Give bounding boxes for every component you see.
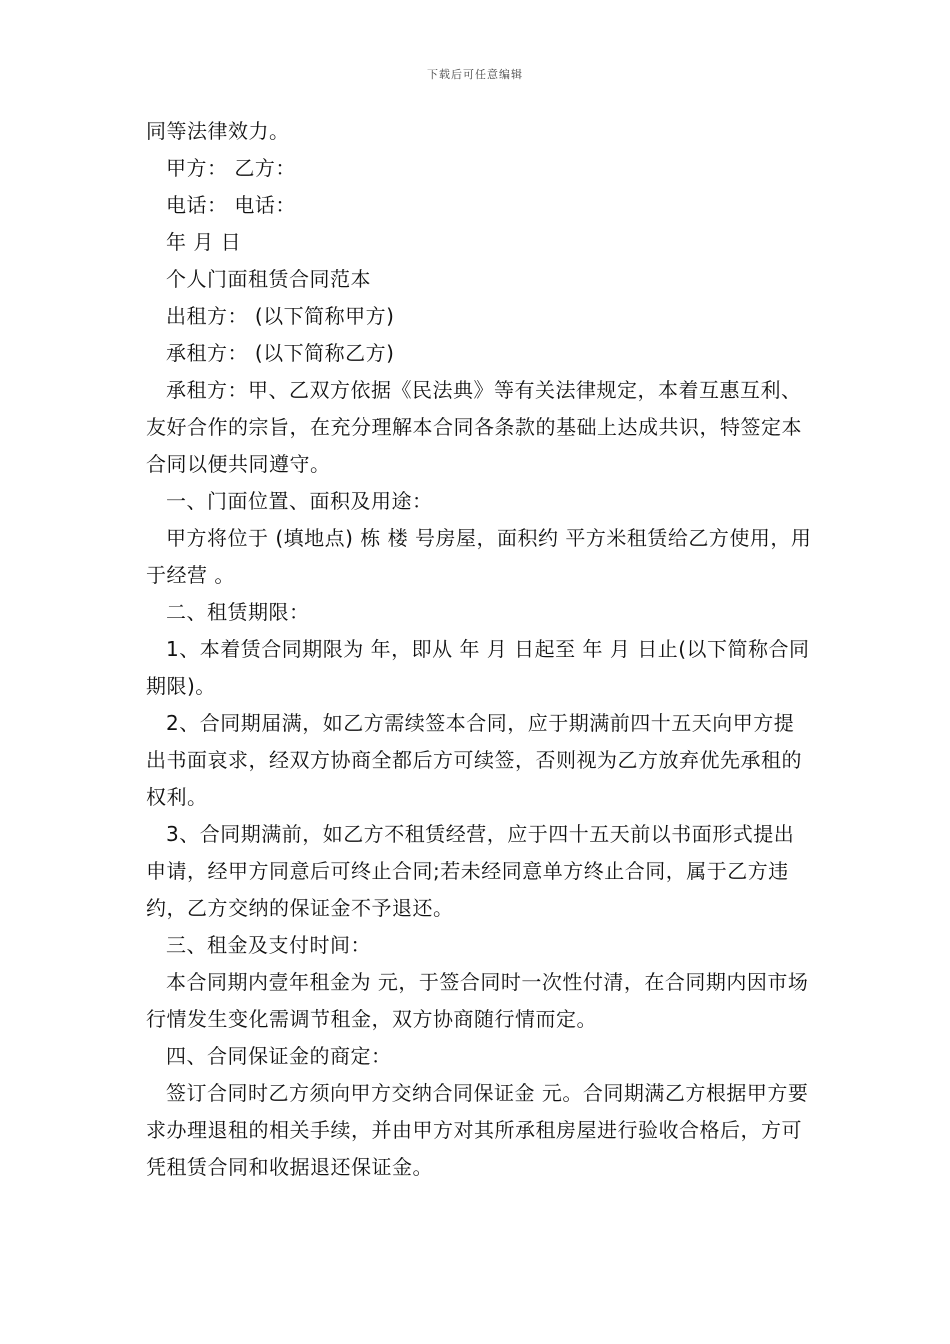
clause-2-2: 2、合同期届满，如乙方需续签本合同，应于期满前四十五天向甲方提出书面哀求，经双方协商全都后方可续签，否则视为乙方放弃优先承租的权利。 (146, 711, 802, 809)
preamble-paragraph: 承租方：甲、乙双方依据《民法典》等有关法律规定，本着互惠互利、友好合作的宗旨，在充分理解本合同各条款的基础上达成共识，特签定本合同以便共同遵守。 (146, 378, 802, 476)
lessor-line: 出租方： (以下简称甲方) (166, 304, 395, 328)
signature-phones: 电话： 电话： (166, 193, 296, 217)
page-header: 下载后可任意编辑 (427, 68, 523, 81)
section-heading-4: 四、合同保证金的商定： (166, 1044, 392, 1068)
paragraph: 甲方将位于 (填地点) 栋 楼 号房屋，面积约 平方米租赁给乙方使用，用于经营 。 (146, 526, 812, 587)
clause-2-1: 1、本着赁合同期限为 年，即从 年 月 日起至 年 月 日止(以下简称合同期限)。 (146, 637, 810, 698)
contract-title: 个人门面租赁合同范本 (166, 267, 371, 291)
lessee-line: 承租方： (以下简称乙方) (166, 341, 395, 365)
signature-date: 年 月 日 (166, 230, 242, 254)
paragraph: 同等法律效力。 (146, 119, 290, 143)
paragraph: 签订合同时乙方须向甲方交纳合同保证金 元。合同期满乙方根据甲方要求办理退租的相关手续，并由甲方对其所承租房屋进行验收合格后，方可凭租赁合同和收据退还保证金。 (146, 1081, 809, 1179)
document-body (146, 113, 812, 1186)
signature-parties: 甲方： 乙方： (166, 156, 296, 180)
section-heading-1: 一、门面位置、面积及用途： (166, 489, 433, 513)
section-heading-2: 二、租赁期限： (166, 600, 310, 624)
clause-2-3: 3、合同期满前，如乙方不租赁经营，应于四十五天前以书面形式提出申请，经甲方同意后可终止合同;若未经同意单方终止合同，属于乙方违约，乙方交纳的保证金不予退还。 (146, 822, 795, 920)
section-heading-3: 三、租金及支付时间： (166, 933, 371, 957)
paragraph: 本合同期内壹年租金为 元，于签合同时一次性付清，在合同期内因市场行情发生变化需调节租金，双方协商随行情而定。 (146, 970, 809, 1031)
